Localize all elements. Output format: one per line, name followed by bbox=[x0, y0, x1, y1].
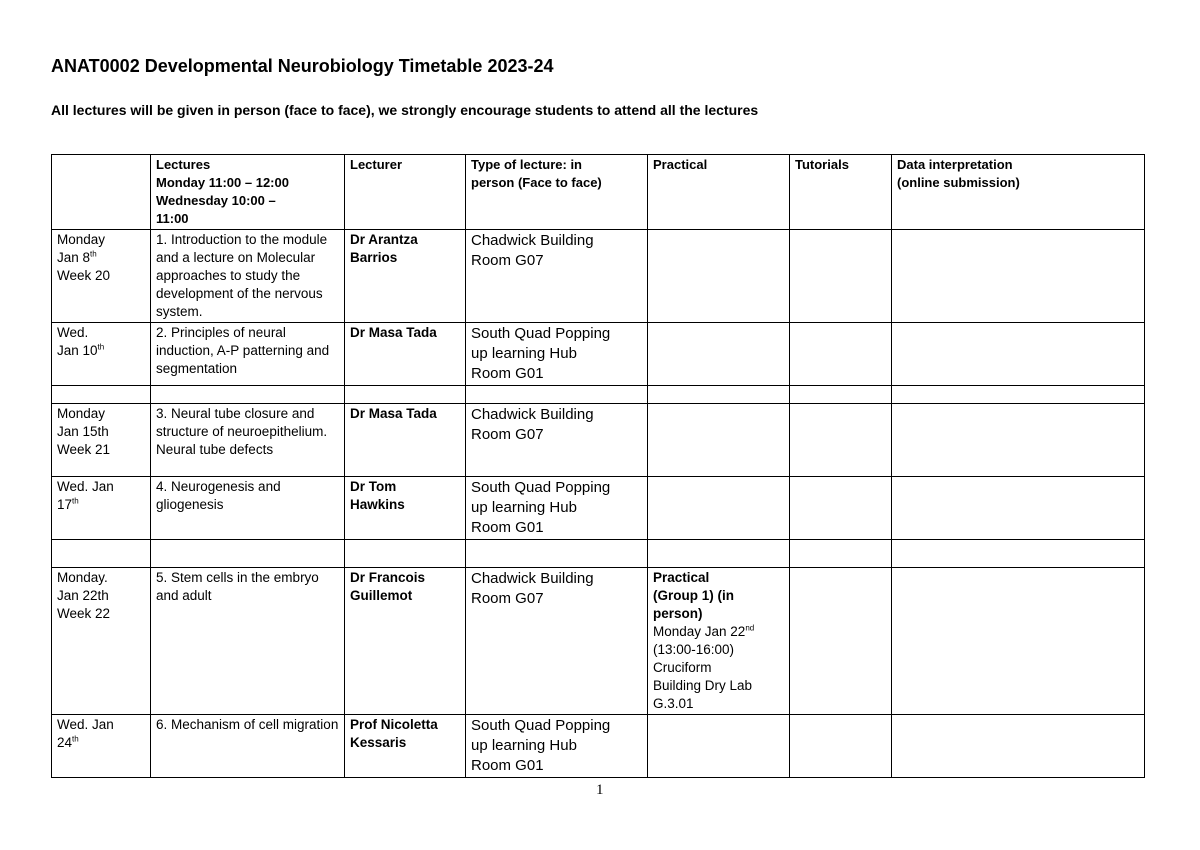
tutorials-cell bbox=[790, 404, 892, 477]
table-row bbox=[52, 404, 1145, 477]
table-row bbox=[52, 715, 1145, 778]
practical-cell bbox=[648, 715, 790, 778]
tutorials-cell bbox=[790, 230, 892, 323]
date-text: Wed. Jan 24 bbox=[57, 717, 114, 750]
practical-date-suffix: nd bbox=[745, 623, 755, 633]
lecture-cell: 3. Neural tube closure and structure of neuroepithelium. Neural tube defects bbox=[151, 404, 345, 477]
date-cell bbox=[52, 715, 151, 778]
lecturer-cell: Dr Masa Tada bbox=[345, 323, 466, 386]
date-suffix: th bbox=[72, 734, 79, 744]
page-subtitle: All lectures will be given in person (face to face), we strongly encourage students to attend all the lectures bbox=[51, 102, 759, 118]
lecturer-cell: Dr Tom Hawkins bbox=[345, 477, 466, 540]
lecture-cell: 6. Mechanism of cell migration bbox=[151, 715, 345, 778]
date-cell: Monday. Jan 22th Week 22 bbox=[52, 568, 151, 715]
header-type: Type of lecture: in person (Face to face) bbox=[466, 155, 648, 230]
table-row bbox=[52, 477, 1145, 540]
date-suffix: th bbox=[90, 249, 97, 259]
data-interpretation-cell bbox=[892, 477, 1145, 540]
date-cell bbox=[52, 230, 151, 323]
date-text: Monday Jan 8 bbox=[57, 232, 106, 265]
location-cell: South Quad Popping up learning Hub Room G01 bbox=[466, 323, 648, 386]
practical-details: (13:00-16:00) Cruciform Building Dry Lab G.3.01 bbox=[653, 642, 753, 711]
lecture-cell: 5. Stem cells in the embryo and adult bbox=[151, 568, 345, 715]
spacer-row bbox=[52, 386, 1145, 404]
lecture-cell: 1. Introduction to the module and a lecture on Molecular approaches to study the development of the nervous system. bbox=[151, 230, 345, 323]
location-cell: South Quad Popping up learning Hub Room G01 bbox=[466, 477, 648, 540]
location-cell: Chadwick Building Room G07 bbox=[466, 230, 648, 323]
date-cell bbox=[52, 323, 151, 386]
tutorials-cell bbox=[790, 477, 892, 540]
lecture-cell: 2. Principles of neural induction, A-P patterning and segmentation bbox=[151, 323, 345, 386]
tutorials-cell bbox=[790, 323, 892, 386]
table-row bbox=[52, 323, 1145, 386]
date-suffix: th bbox=[72, 496, 79, 506]
header-row bbox=[52, 155, 1145, 230]
location-cell: Chadwick Building Room G07 bbox=[466, 568, 648, 715]
tutorials-cell bbox=[790, 715, 892, 778]
header-tutorials: Tutorials bbox=[790, 155, 892, 230]
header-lecturer: Lecturer bbox=[345, 155, 466, 230]
lecture-cell: 4. Neurogenesis and gliogenesis bbox=[151, 477, 345, 540]
tutorials-cell bbox=[790, 568, 892, 715]
table-row bbox=[52, 568, 1145, 715]
data-interpretation-cell bbox=[892, 715, 1145, 778]
week-text: Week 20 bbox=[57, 268, 111, 283]
header-cell bbox=[52, 155, 151, 230]
date-cell bbox=[52, 477, 151, 540]
practical-date: Monday Jan 22 bbox=[653, 624, 746, 639]
data-interpretation-cell bbox=[892, 568, 1145, 715]
lecturer-cell: Dr Arantza Barrios bbox=[345, 230, 466, 323]
lecturer-cell: Prof Nicoletta Kessaris bbox=[345, 715, 466, 778]
lecturer-cell: Dr Masa Tada bbox=[345, 404, 466, 477]
page-title: ANAT0002 Developmental Neurobiology Timetable 2023-24 bbox=[51, 56, 554, 76]
practical-cell bbox=[648, 323, 790, 386]
data-interpretation-cell bbox=[892, 230, 1145, 323]
header-lectures: Lectures Monday 11:00 – 12:00 Wednesday 10:00 – 11:00 bbox=[151, 155, 345, 230]
practical-cell bbox=[648, 404, 790, 477]
lecturer-cell: Dr Francois Guillemot bbox=[345, 568, 466, 715]
data-interpretation-cell bbox=[892, 404, 1145, 477]
date-cell: Monday Jan 15th Week 21 bbox=[52, 404, 151, 477]
table-row bbox=[52, 230, 1145, 323]
practical-cell bbox=[648, 568, 790, 715]
practical-cell bbox=[648, 477, 790, 540]
spacer-row bbox=[52, 540, 1145, 568]
header-data-interpretation: Data interpretation (online submission) bbox=[892, 155, 1145, 230]
location-cell: South Quad Popping up learning Hub Room G01 bbox=[466, 715, 648, 778]
data-interpretation-cell bbox=[892, 323, 1145, 386]
timetable bbox=[51, 154, 1145, 778]
practical-cell bbox=[648, 230, 790, 323]
practical-heading: Practical (Group 1) (in person) bbox=[653, 570, 734, 621]
page-number: 1 bbox=[596, 782, 604, 798]
date-text: Wed. Jan 17 bbox=[57, 479, 114, 512]
date-text: Wed. Jan 10 bbox=[57, 325, 98, 358]
header-practical: Practical bbox=[648, 155, 790, 230]
location-cell: Chadwick Building Room G07 bbox=[466, 404, 648, 477]
date-suffix: th bbox=[97, 342, 105, 352]
